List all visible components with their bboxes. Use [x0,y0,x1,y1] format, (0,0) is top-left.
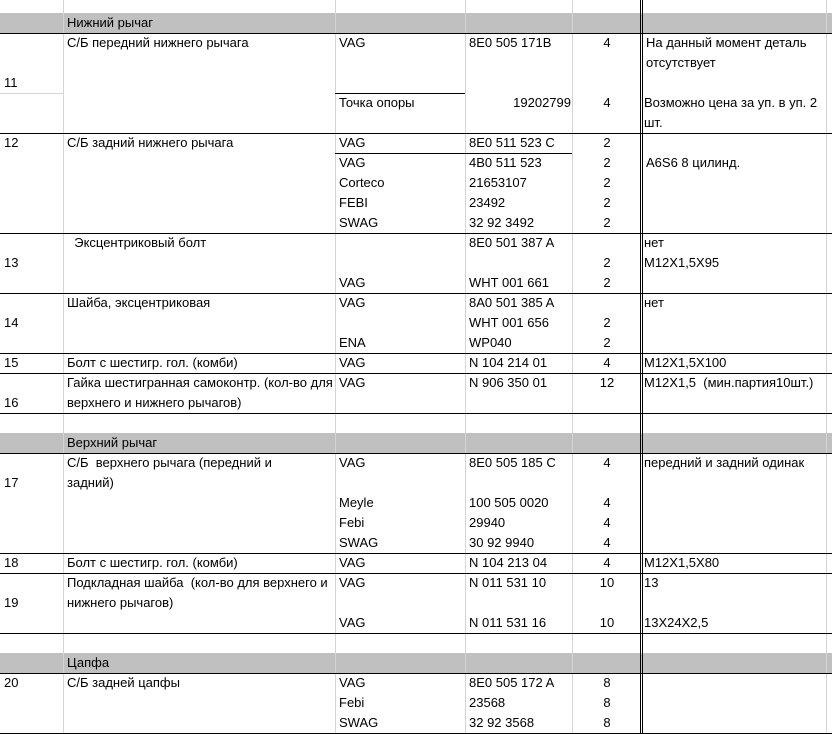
quantity: 8 [603,715,611,730]
grid-vline [572,0,573,734]
brand: Meyle [339,495,374,510]
brand: ENA [339,335,366,350]
quantity: 4 [603,555,611,570]
brand: VAG [339,615,366,630]
brand: VAG [339,575,366,590]
quantity: 10 [599,575,615,590]
grid-hline [0,633,832,634]
part-code: 8E0 505 171B [469,35,552,50]
quantity: 2 [603,335,611,350]
note: 13 [644,575,659,590]
row-number: 16 [4,395,19,410]
part-code: 8A0 501 385 A [469,295,555,310]
part-code: 100 505 0020 [469,495,549,510]
note: нет [644,235,664,250]
grid-vline-dark [642,0,643,734]
part-code: 29940 [469,515,506,530]
row-number: 20 [4,675,19,690]
note: Возможно цена за уп. в уп. 2 шт. [644,95,818,130]
quantity: 8 [603,695,611,710]
part-name: Болт с шестигр. гол. (комби) [67,555,238,570]
part-code: N 906 350 01 [469,375,548,390]
note: M12X1,5 (мин.партия10шт.) [644,375,814,390]
part-code: 23492 [469,195,506,210]
quantity: 4 [603,495,611,510]
grid-vline [465,0,466,734]
part-code: 4B0 511 523 [469,155,542,170]
row-number: 18 [4,555,19,570]
quantity: 2 [603,315,611,330]
part-code: N 104 213 04 [469,555,548,570]
grid-vline-dark [640,0,641,734]
row-number: 19 [4,595,19,610]
grid-hline [0,413,832,414]
brand: VAG [339,155,366,170]
brand: VAG [339,35,366,50]
quantity: 10 [599,615,615,630]
part-name: С/Б задней цапфы [67,675,180,690]
brand: VAG [339,375,366,390]
brand: VAG [339,275,366,290]
brand: VAG [339,295,366,310]
part-code: WHT 001 656 [469,315,549,330]
brand: VAG [339,135,366,150]
part-name: Подкладная шайба (кол-во для верхнего и нижнего рычагов) [67,575,332,610]
note: передний и задний одинак [644,455,805,470]
grid-hline [0,93,63,94]
part-name: С/Б верхнего рычага (передний и задний) [67,455,276,490]
part-name: С/Б задний нижнего рычага [67,135,234,150]
row-number: 13 [4,255,19,270]
part-name: С/Б передний нижнего рычага [67,35,249,50]
note: M12X1,5X100 [644,355,727,370]
quantity: 4 [603,455,611,470]
quantity: 2 [603,155,611,170]
note: 13X24X2,5 [644,615,709,630]
brand: FEBI [339,195,368,210]
quantity: 2 [603,175,611,190]
part-code: 8E0 505 185 C [469,455,556,470]
brand: SWAG [339,715,379,730]
brand: Corteco [339,175,385,190]
brand: VAG [339,555,366,570]
row-number: 14 [4,315,19,330]
part-code: 30 92 9940 [469,535,535,550]
quantity: 2 [603,255,611,270]
brand: SWAG [339,215,379,230]
part-name: Гайка шестигранная самоконтр. (кол-во для верхнего и нижнего рычагов) [67,375,333,410]
quantity: 4 [603,355,611,370]
part-code: 23568 [469,695,506,710]
row-number: 15 [4,355,19,370]
part-code: 8E0 505 172 A [469,675,555,690]
quantity: 4 [603,95,611,110]
part-code: 19202799 [513,95,571,110]
brand: VAG [339,455,366,470]
grid-vline [63,0,64,734]
part-code: 8E0 501 387 A [469,235,555,250]
part-code: 8E0 511 523 C [469,135,555,150]
note: A6S6 8 цилинд. [646,155,741,170]
part-name: Шайба, эксцентриковая [67,295,211,310]
quantity: 2 [603,215,611,230]
quantity: 12 [599,375,615,390]
brand: SWAG [339,535,379,550]
grid-vline [826,0,827,734]
part-code: N 011 531 10 [469,575,547,590]
section-title: Верхний рычаг [67,435,158,450]
part-code: 21653107 [469,175,527,190]
part-code: N 011 531 16 [469,615,547,630]
row-number: 12 [4,135,19,150]
part-name: Болт с шестигр. гол. (комби) [67,355,238,370]
part-name: Эксцентриковый болт [67,235,207,250]
quantity: 8 [603,675,611,690]
brand: VAG [339,355,366,370]
quantity: 2 [603,135,611,150]
section-band-hub [0,653,832,673]
part-code: 32 92 3568 [469,715,535,730]
brand: Febi [339,695,365,710]
row-number: 11 [4,75,18,90]
quantity: 2 [603,275,611,290]
quantity: 4 [603,535,611,550]
brand: VAG [339,675,366,690]
grid-vline [335,0,336,734]
brand: Febi [339,515,365,530]
quantity: 4 [603,515,611,530]
brand: Точка опоры [339,95,415,110]
row-number: 17 [4,475,19,490]
part-code: WHT 001 661 [469,275,549,290]
quantity: 4 [603,35,611,50]
note: M12X1,5X95 [644,255,720,270]
note: M12X1,5X80 [644,555,720,570]
note: На данный момент деталь отсутствует [646,35,807,70]
quantity: 2 [603,195,611,210]
section-title: Цапфа [67,655,110,670]
part-code: 32 92 3492 [469,215,535,230]
part-code: WP040 [469,335,512,350]
section-title: Нижний рычаг [67,15,153,30]
note: нет [644,295,664,310]
part-code: N 104 214 01 [469,355,548,370]
